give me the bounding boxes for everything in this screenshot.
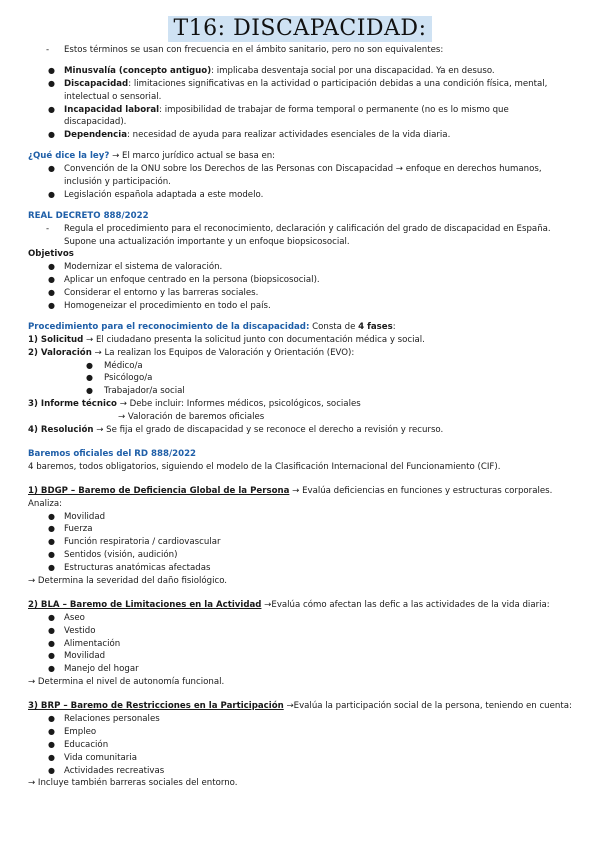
- fase-3-cont: → Valoración de baremos oficiales: [118, 412, 265, 423]
- fase-2: 2) Valoración → La realizan los Equipos de Valoración y Orientación (EVO):: [28, 347, 355, 358]
- bdgp-analiza: Analiza:: [28, 498, 63, 509]
- document-body: [28, 44, 578, 790]
- bla-item: ● Movilidad: [48, 651, 106, 662]
- bla-title: 2) BLA – Baremo de Limitaciones en la Actividad →Evalúa cómo afectan las defic a las actividades de la vida diaria:: [28, 599, 550, 610]
- ley-item: ● Legislación española adaptada a este modelo.: [48, 189, 264, 200]
- rd-heading: REAL DECRETO 888/2022: [28, 210, 149, 221]
- title-wrap: [0, 0, 600, 46]
- evo-item: ● Psicólogo/a: [86, 373, 153, 384]
- bdgp-item: ● Movilidad: [48, 511, 106, 522]
- term-item-cont: discapacidad).: [64, 117, 127, 128]
- evo-item: ● Médico/a: [86, 360, 143, 371]
- evo-item: ● Trabajador/a social: [86, 386, 185, 397]
- ley-item: ● Convención de la ONU sobre los Derechos de las Personas con Discapacidad → enfoque en derechos humanos,: [48, 164, 542, 175]
- term-item: ● Discapacidad: limitaciones significativas en la actividad o participación debidas a una condición física, mental,: [48, 78, 548, 89]
- intro-dash: - Estos términos se usan con frecuencia en el ámbito sanitario, pero no son equivalentes:: [46, 45, 444, 55]
- baremos-heading: Baremos oficiales del RD 888/2022: [28, 448, 197, 459]
- proc-heading: Procedimiento para el reconocimiento de la discapacidad: Consta de 4 fases:: [28, 321, 396, 332]
- bla-result: → Determina el nivel de autonomía funcional.: [28, 677, 225, 688]
- bla-item: ● Manejo del hogar: [48, 664, 139, 675]
- bdgp-item: ● Estructuras anatómicas afectadas: [48, 563, 211, 574]
- objetivo-item: ● Homogeneizar el procedimiento en todo el país.: [48, 301, 271, 312]
- brp-item: ● Empleo: [48, 726, 97, 737]
- brp-item: ● Relaciones personales: [48, 713, 160, 724]
- objetivo-item: ● Considerar el entorno y las barreras sociales.: [48, 288, 259, 299]
- brp-item: ● Vida comunitaria: [48, 752, 137, 763]
- bla-item: ● Vestido: [48, 625, 96, 636]
- objetivo-item: ● Modernizar el sistema de valoración.: [48, 262, 223, 273]
- bdgp-item: ● Función respiratoria / cardiovascular: [48, 537, 221, 548]
- objetivo-item: ● Aplicar un enfoque centrado en la persona (biopsicosocial).: [48, 275, 320, 286]
- objetivos-label: Objetivos: [28, 249, 74, 260]
- term-item: ● Incapacidad laboral: imposibilidad de trabajar de forma temporal o permanente (no es lo mismo que: [48, 104, 509, 115]
- term-item: ● Dependencia: necesidad de ayuda para realizar actividades esenciales de la vida diaria.: [48, 130, 451, 141]
- term-item-cont: intelectual o sensorial.: [64, 91, 162, 102]
- fase-3: 3) Informe técnico → Debe incluir: Informes médicos, psicológicos, sociales: [28, 399, 361, 410]
- bdgp-title: 1) BDGP – Baremo de Deficiencia Global de la Persona → Evalúa deficiencias en funciones y estructuras corporales.: [28, 485, 553, 496]
- rd-dash: - Regula el procedimiento para el reconocimiento, declaración y calificación del grado de discapacidad en España.: [46, 223, 551, 234]
- page-title: T16: DISCAPACIDAD:: [168, 16, 433, 42]
- bla-item: ● Aseo: [48, 612, 85, 623]
- bdgp-item: ● Sentidos (visión, audición): [48, 550, 178, 561]
- rd-dash-cont: Supone una actualización importante y un enfoque biopsicosocial.: [64, 236, 350, 247]
- brp-title: 3) BRP – Baremo de Restricciones en la Participación →Evalúa la participación social de la persona, teniendo en cuenta:: [28, 701, 572, 712]
- bla-item: ● Alimentación: [48, 638, 121, 649]
- bdgp-item: ● Fuerza: [48, 524, 93, 535]
- baremos-intro: 4 baremos, todos obligatorios, siguiendo el modelo de la Clasificación Internacional del Funcionamiento (CIF).: [28, 461, 501, 472]
- term-item: ● Minusvalía (concepto antiguo): implicaba desventaja social por una discapacidad. Ya en desuso.: [48, 65, 495, 76]
- ley-heading: ¿Qué dice la ley? → El marco jurídico actual se basa en:: [28, 151, 276, 162]
- brp-item: ● Educación: [48, 739, 109, 750]
- fase-4: 4) Resolución → Se fija el grado de discapacidad y se reconoce el derecho a revisión y recurso.: [28, 425, 444, 436]
- fase-1: 1) Solicitud → El ciudadano presenta la solicitud junto con documentación médica y social.: [28, 334, 425, 345]
- ley-item-cont: inclusión y participación.: [64, 177, 171, 188]
- bdgp-result: → Determina la severidad del daño fisiológico.: [28, 575, 228, 586]
- brp-result: → Incluye también barreras sociales del entorno.: [28, 778, 238, 789]
- brp-item: ● Actividades recreativas: [48, 765, 165, 776]
